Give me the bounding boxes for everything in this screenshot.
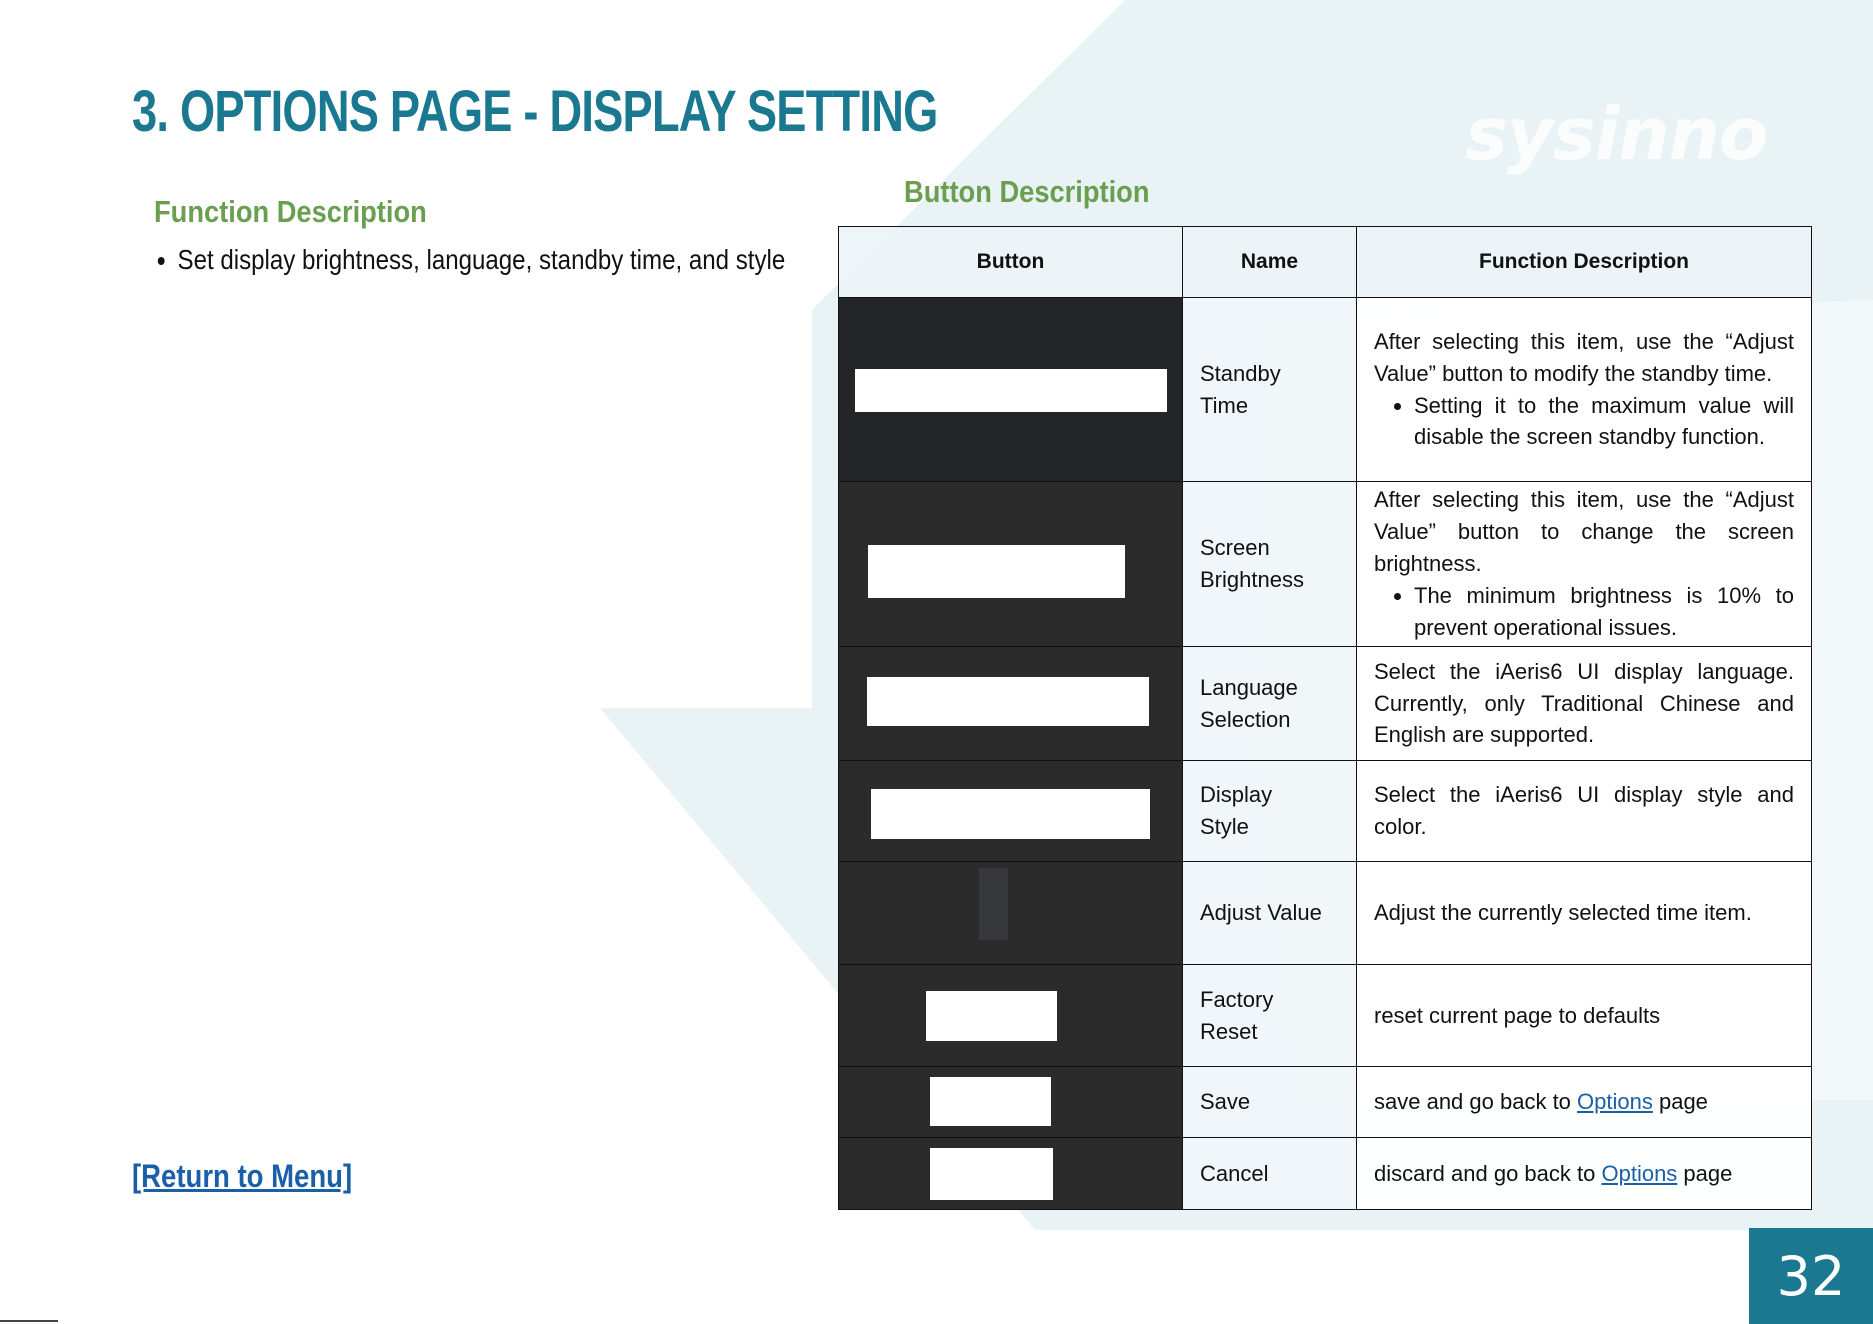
column-header-name: Name xyxy=(1183,227,1357,298)
description-cell: After selecting this item, use the “Adjust Value” button to modify the standby time. • Setting it to the maximum value will disable the screen standby function. xyxy=(1357,298,1812,482)
table-row-display-style xyxy=(839,761,1812,862)
language-selection-button-preview xyxy=(867,677,1149,726)
name-cell: Save xyxy=(1183,1067,1357,1138)
description-cell: save and go back to Options page xyxy=(1357,1067,1812,1138)
name-cell: Screen Brightness xyxy=(1183,482,1357,647)
button-description-table xyxy=(838,226,1812,1210)
screen-brightness-button-preview xyxy=(868,545,1125,598)
table-row-adjust-value xyxy=(839,862,1812,965)
description-bullet: • Setting it to the maximum value will disable the screen standby function. xyxy=(1414,390,1794,454)
factory-reset-button-preview xyxy=(926,991,1057,1041)
button-image-language-selection xyxy=(839,647,1183,761)
column-header-function: Function Description xyxy=(1357,227,1812,298)
return-to-menu-link[interactable]: [Return to Menu] xyxy=(132,1158,353,1194)
button-image-screen-brightness xyxy=(839,482,1183,647)
cancel-button-preview xyxy=(930,1148,1053,1200)
table-row-standby-time xyxy=(839,298,1812,482)
button-description-heading: Button Description xyxy=(904,174,1150,209)
name-cell: Adjust Value xyxy=(1183,862,1357,965)
button-image-display-style xyxy=(839,761,1183,862)
description-cell: After selecting this item, use the “Adjust Value” button to change the screen brightness. • The minimum brightness is 10% to prevent operational issues. xyxy=(1357,482,1812,647)
function-description-heading: Function Description xyxy=(154,194,427,229)
table-row-save xyxy=(839,1067,1812,1138)
name-cell: Standby Time xyxy=(1183,298,1357,482)
description-cell: Adjust the currently selected time item. xyxy=(1357,862,1812,965)
column-header-button: Button xyxy=(839,227,1183,298)
table-row-cancel xyxy=(839,1138,1812,1210)
name-cell: Cancel xyxy=(1183,1138,1357,1210)
adjust-value-slider-preview xyxy=(979,868,1008,940)
options-page-link[interactable]: Options xyxy=(1577,1089,1653,1115)
button-image-adjust-value xyxy=(839,862,1183,965)
function-description-item: • Set display brightness, language, standby time, and style xyxy=(178,244,786,276)
page-title: 3. OPTIONS PAGE - DISPLAY SETTING xyxy=(132,79,938,144)
description-bullet: • The minimum brightness is 10% to prevent operational issues. xyxy=(1414,580,1794,644)
name-cell: Factory Reset xyxy=(1183,965,1357,1067)
button-image-save xyxy=(839,1067,1183,1138)
standby-time-button-preview xyxy=(855,369,1167,412)
save-button-preview xyxy=(930,1077,1051,1126)
table-row-screen-brightness xyxy=(839,482,1812,647)
button-image-factory-reset xyxy=(839,965,1183,1067)
name-cell: Display Style xyxy=(1183,761,1357,862)
button-image-standby-time xyxy=(839,298,1183,482)
button-image-cancel xyxy=(839,1138,1183,1210)
footer-divider xyxy=(0,1320,58,1322)
options-page-link[interactable]: Options xyxy=(1601,1160,1678,1186)
description-cell: reset current page to defaults xyxy=(1357,965,1812,1067)
table-row-language-selection xyxy=(839,647,1812,761)
name-cell: Language Selection xyxy=(1183,647,1357,761)
function-description-list xyxy=(150,244,785,276)
display-style-button-preview xyxy=(871,789,1150,839)
table-header-row xyxy=(839,227,1812,298)
description-cell: discard and go back to Options page xyxy=(1357,1138,1812,1210)
page-number: 32 xyxy=(1749,1228,1873,1324)
table-row-factory-reset xyxy=(839,965,1812,1067)
description-cell: Select the iAeris6 UI display style and color. xyxy=(1357,761,1812,862)
sysinno-logo-watermark: sysinno xyxy=(1465,92,1768,176)
description-cell: Select the iAeris6 UI display language. Currently, only Traditional Chinese and English are supported. xyxy=(1357,647,1812,761)
